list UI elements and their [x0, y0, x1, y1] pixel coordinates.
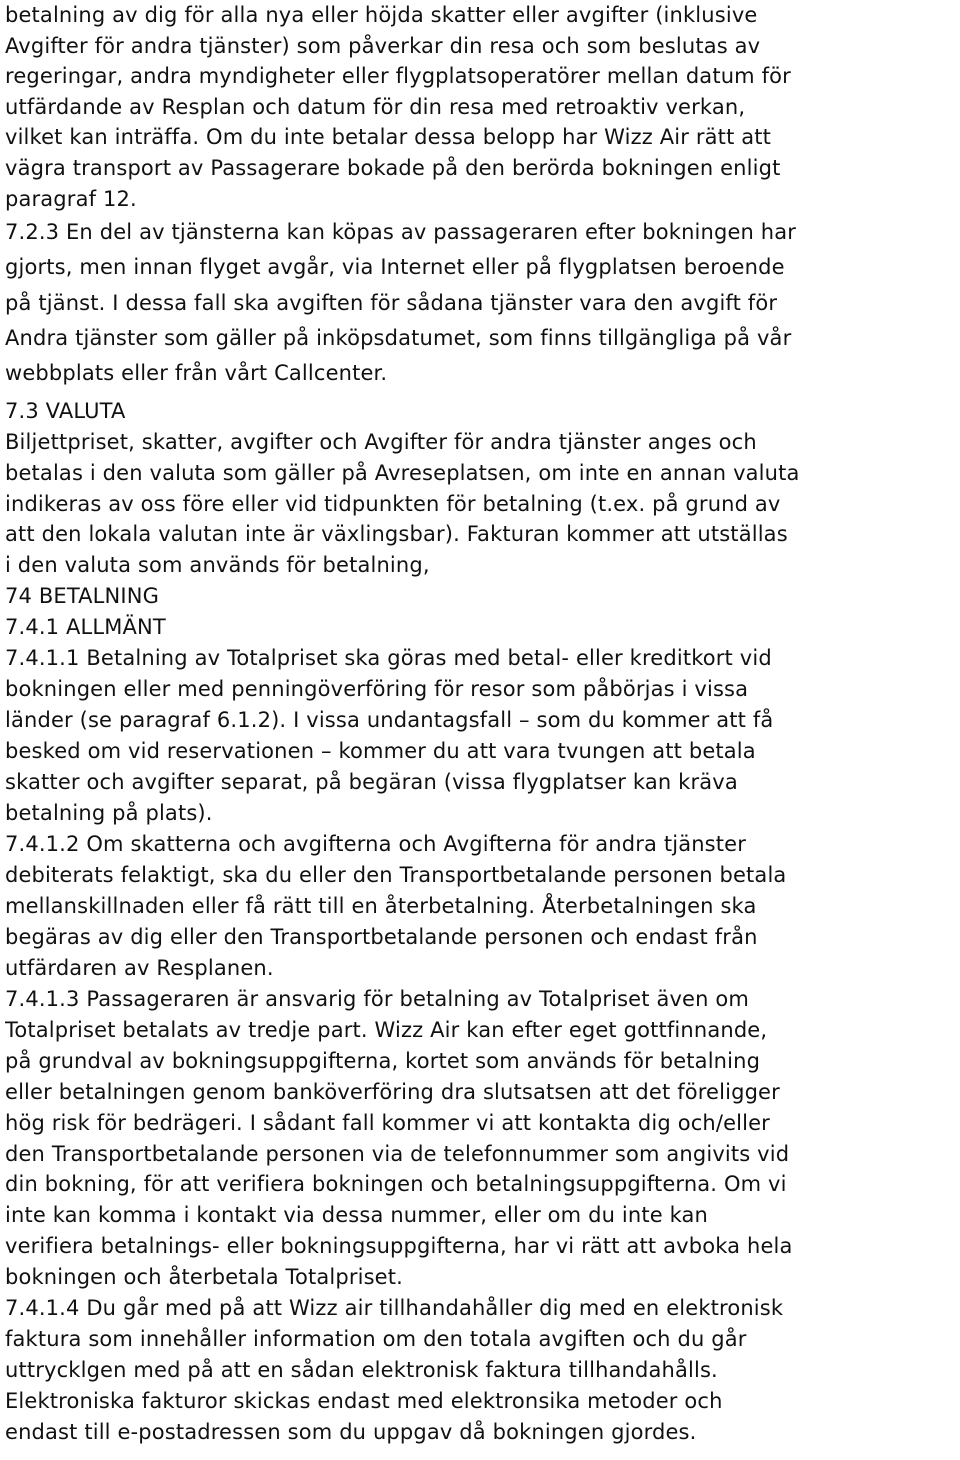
- text-line: 7.2.3 En del av tjänsterna kan köpas av passageraren efter bokningen har: [5, 220, 797, 245]
- text-line: Biljettpriset, skatter, avgifter och Avgifter för andra tjänster anges och: [5, 429, 757, 454]
- text-line: verifiera betalnings- eller bokningsuppgifterna, har vi rätt att avboka hela: [5, 1234, 793, 1259]
- text-line: skatter och avgifter separat, på begäran (vissa flygplatser kan kräva: [5, 770, 738, 795]
- text-line: länder (se paragraf 6.1.2). I vissa undantagsfall – som du kommer att få: [5, 708, 774, 733]
- paragraph-7-2-3: [5, 215, 956, 391]
- text-line: 7.4.1.4 Du går med på att Wizz air tillhandahåller dig med en elektronisk: [5, 1296, 784, 1321]
- text-line: 7.4.1.2 Om skatterna och avgifterna och Avgifterna för andra tjänster: [5, 831, 747, 856]
- text-line: bokningen och återbetala Totalpriset.: [5, 1265, 403, 1290]
- text-line: begäras av dig eller den Transportbetalande personen och endast från: [5, 924, 758, 949]
- text-line: betalning på plats).: [5, 801, 213, 826]
- text-line: webbplats eller från vårt Callcenter.: [5, 361, 388, 386]
- text-line: din bokning, för att verifiera bokningen och betalningsuppgifterna. Om vi: [5, 1172, 787, 1197]
- text-line: Avgifter för andra tjänster) som påverkar din resa och som beslutas av: [5, 33, 761, 58]
- text-line: att den lokala valutan inte är växlingsbar). Fakturan kommer att utställas: [5, 522, 788, 547]
- text-line: Andra tjänster som gäller på inköpsdatumet, som finns tillgängliga på vår: [5, 326, 792, 351]
- text-line: betalas i den valuta som gäller på Avreseplatsen, om inte en annan valuta: [5, 460, 800, 485]
- text-line: faktura som innehåller information om den totala avgiften och du går: [5, 1327, 747, 1352]
- text-line: besked om vid reservationen – kommer du att vara tvungen att betala: [5, 739, 756, 764]
- heading-7-3: 7.3 VALUTA: [5, 398, 126, 423]
- text-line: regeringar, andra myndigheter eller flygplatsoperatörer mellan datum för: [5, 64, 791, 89]
- text-line: på tjänst. I dessa fall ska avgiften för sådana tjänster vara den avgift för: [5, 290, 778, 315]
- heading-7-4-1: 7.4.1 ALLMÄNT: [5, 615, 166, 640]
- text-line: hög risk för bedrägeri. I sådant fall kommer vi att kontakta dig och/eller: [5, 1110, 770, 1135]
- text-line: gjorts, men innan flyget avgår, via Internet eller på flygplatsen beroende: [5, 255, 785, 280]
- text-line: endast till e-postadressen som du uppgav då bokningen gjordes.: [5, 1420, 697, 1445]
- text-line: utfärdaren av Resplanen.: [5, 955, 274, 980]
- text-line: i den valuta som används för betalning,: [5, 553, 430, 578]
- text-line: vilket kan inträffa. Om du inte betalar dessa belopp har Wizz Air rätt att: [5, 125, 772, 150]
- text-line: eller betalningen genom banköverföring dra slutsatsen att det föreligger: [5, 1079, 780, 1104]
- heading-74: 74 BETALNING: [5, 584, 160, 609]
- text-line: Elektroniska fakturor skickas endast med elektronsika metoder och: [5, 1389, 723, 1414]
- section-valuta-betalning: [5, 396, 956, 1448]
- text-line: 7.4.1.1 Betalning av Totalpriset ska göras med betal- eller kreditkort vid: [5, 646, 772, 671]
- text-line: betalning av dig för alla nya eller höjda skatter eller avgifter (inklusive: [5, 3, 758, 27]
- text-line: bokningen eller med penningöverföring för resor som påbörjas i vissa: [5, 677, 749, 702]
- text-line: debiterats felaktigt, ska du eller den Transportbetalande personen betala: [5, 862, 787, 887]
- text-line: uttrycklgen med på att en sådan elektronisk faktura tillhandahålls.: [5, 1358, 718, 1383]
- text-line: paragraf 12.: [5, 186, 137, 211]
- text-line: utfärdande av Resplan och datum för din resa med retroaktiv verkan,: [5, 94, 746, 119]
- text-line: den Transportbetalande personen via de telefonnummer som angivits vid: [5, 1141, 790, 1166]
- text-line: indikeras av oss före eller vid tidpunkten för betalning (t.ex. på grund av: [5, 491, 781, 516]
- text-line: 7.4.1.3 Passageraren är ansvarig för betalning av Totalpriset även om: [5, 986, 750, 1011]
- text-line: inte kan komma i kontakt via dessa nummer, eller om du inte kan: [5, 1203, 709, 1228]
- text-line: på grundval av bokningsuppgifterna, kortet som används för betalning: [5, 1048, 761, 1073]
- paragraph-taxes-fees: [5, 0, 956, 214]
- text-line: vägra transport av Passagerare bokade på den berörda bokningen enligt: [5, 155, 781, 180]
- text-line: Totalpriset betalats av tredje part. Wizz Air kan efter eget gottfinnande,: [5, 1017, 768, 1042]
- text-line: mellanskillnaden eller få rätt till en återbetalning. Återbetalningen ska: [5, 893, 757, 918]
